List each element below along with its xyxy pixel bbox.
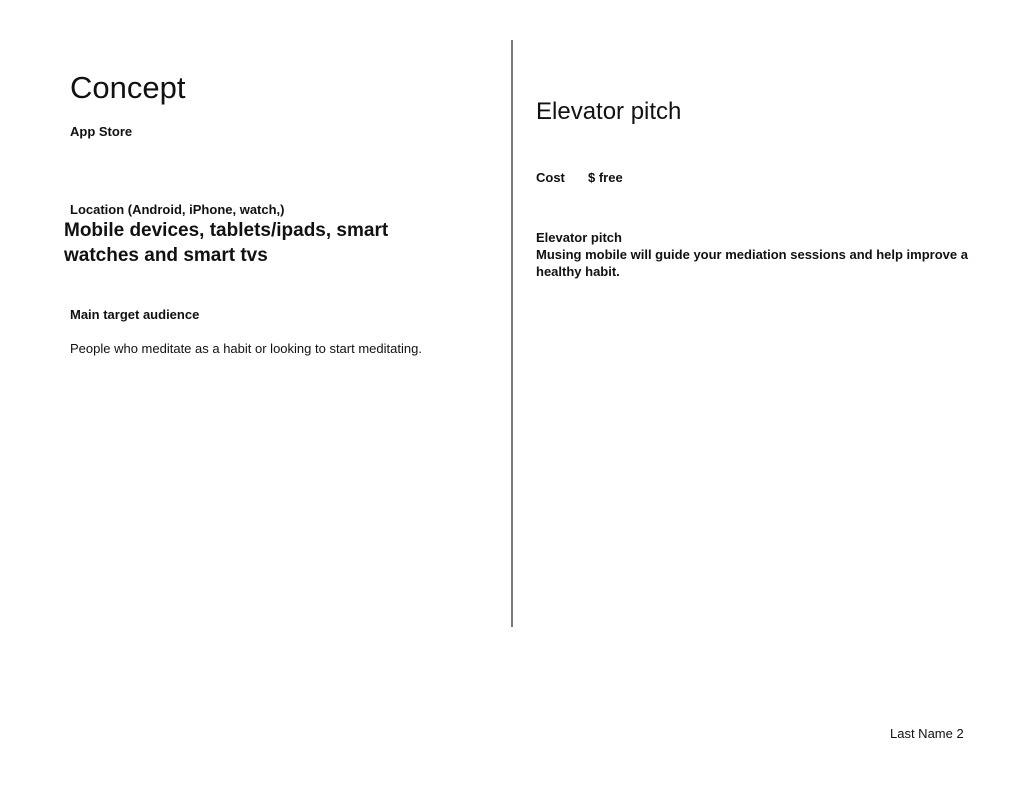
location-label: Location (Android, iPhone, watch,) [70,202,285,217]
concept-title: Concept [70,70,186,105]
audience-label: Main target audience [70,307,200,322]
audience-value: People who meditate as a habit or looking to start meditating. [70,341,422,356]
elevator-pitch-title: Elevator pitch [536,98,682,125]
location-value-line-2: watches and smart tvs [64,245,268,266]
app-store-label: App Store [70,124,133,139]
cost-label: Cost [536,170,565,185]
pitch-text-line-2: healthy habit. [536,264,620,279]
pitch-text-line-1: Musing mobile will guide your mediation sessions and help improve a [536,247,968,262]
column-divider [511,40,513,627]
cost-value: $ free [588,170,623,185]
pitch-label: Elevator pitch [536,230,622,245]
page-number-footer: Last Name 2 [890,726,964,741]
location-value-line-1: Mobile devices, tablets/ipads, smart [64,220,389,241]
